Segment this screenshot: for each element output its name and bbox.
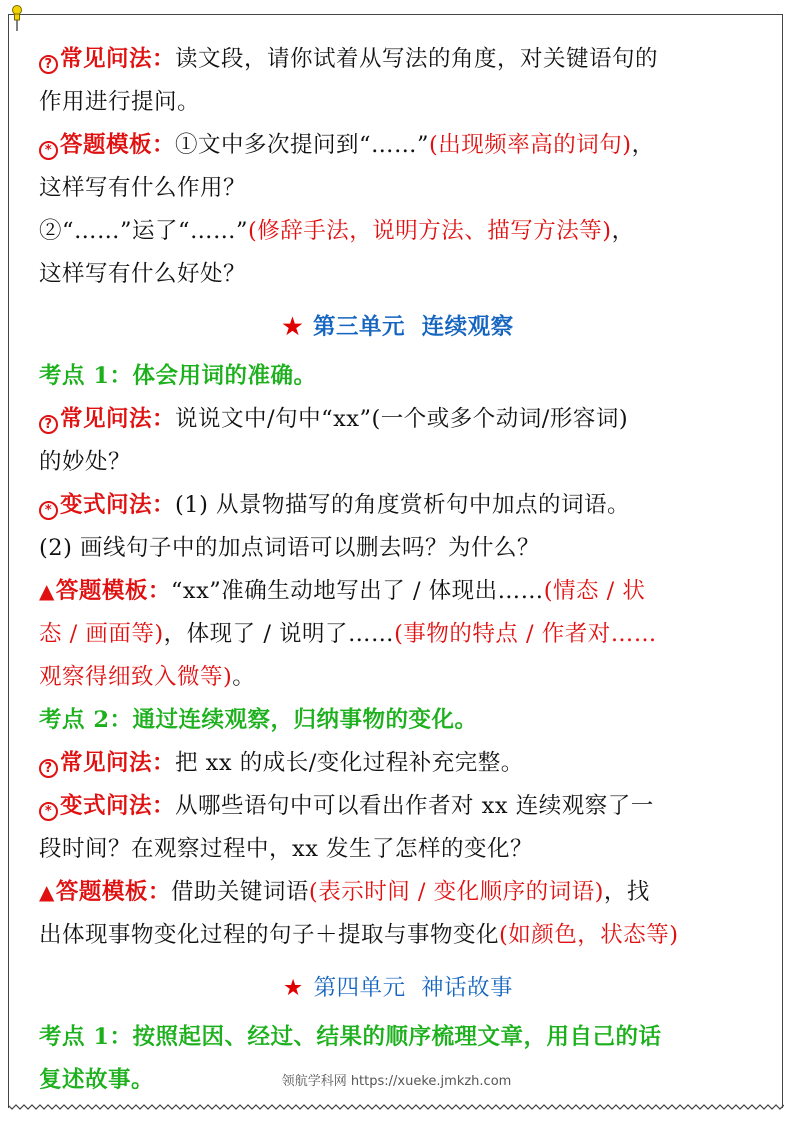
bottom-border [8,1102,784,1112]
common-question-text: 说说文中/句中“xx”(一个或多个动词/形容词) [175,406,629,432]
template-text: 出体现事物变化过程的句子＋提取与事物变化 [39,922,500,948]
asterisk-circle-icon: * [39,802,58,821]
template-text-2-cont: 这样写有什么好处？ [39,261,247,287]
common-question-line [39,38,757,81]
unit3-kp2-question [39,742,757,785]
triangle-icon: ▲ [39,880,55,904]
unit3-title: 第三单元 连续观察 [313,314,514,340]
punctuation: ， [631,132,655,158]
template-hint: (如颜色，状态等) [499,922,679,948]
template-hint: 观察得细致入微等) [39,664,233,690]
template-text: ①文中多次提问到“……” [175,132,430,158]
common-question-text: 读文段，请你试着从写法的角度，对关键语句的 [175,46,659,72]
template-label: 答题模板： [55,879,171,905]
variant-question-text: 从哪些语句中可以看出作者对 xx 连续观察了一 [175,793,654,819]
document-content [39,38,757,1102]
template-text-cont: 这样写有什么作用？ [39,175,247,201]
asterisk-circle-icon: * [39,141,58,160]
template-line-2 [39,210,757,253]
unit3-heading [39,306,757,349]
unit3-kp1-template-2 [39,613,757,656]
unit3-kp1-template [39,570,757,613]
pushpin-icon [9,4,25,32]
unit4-title: 第四单元 神话故事 [313,975,513,1001]
template-hint: (情态 / 状 [543,578,646,604]
question-circle-icon: ? [39,55,58,74]
unit3-kp2-template-2 [39,914,757,957]
template-label: 答题模板： [60,132,176,158]
variant-question-label: 变式问法： [60,793,176,819]
variant-question-text-cont: 段时间？在观察过程中，xx 发生了怎样的变化？ [39,836,534,862]
common-question-label: 常见问法： [60,750,176,776]
unit3-kp1-question [39,398,757,441]
template-line [39,124,757,167]
variant-question-text-2: (2) 画线句子中的加点词语可以删去吗？为什么？ [39,535,541,561]
question-circle-icon: ? [39,759,58,778]
common-question-text: 把 xx 的成长/变化过程补充完整。 [175,750,524,776]
variant-question-label: 变式问法： [60,492,176,518]
template-text-2: ②“……”运了“……” [39,218,249,244]
common-question-label: 常见问法： [60,406,176,432]
template-text: 借助关键词语 [170,879,309,905]
template-hint-2: (修辞手法，说明方法、描写方法等) [248,218,612,244]
unit3-kp1-template-3 [39,656,757,699]
unit3-kp2-template [39,871,757,914]
unit3-kp2-title: 考点 2：通过连续观察，归纳事物的变化。 [39,707,478,733]
triangle-icon: ▲ [39,579,55,603]
unit4-heading [39,967,757,1010]
template-hint: (事物的特点 / 作者对…… [394,621,657,647]
footer-watermark: 领航学科网 https://xueke.jmkzh.com [281,1074,512,1089]
variant-question-text: (1) 从景物描写的角度赏析句中加点的词语。 [175,492,631,518]
asterisk-circle-icon: * [39,501,58,520]
unit3-kp1-variant [39,484,757,527]
unit4-kp1-title: 考点 1：按照起因、经过、结果的顺序梳理文章，用自己的话 [39,1024,662,1050]
star-icon: ★ [283,975,304,1001]
common-question-label: 常见问法： [60,46,176,72]
question-circle-icon: ? [39,415,58,434]
punctuation: ， [611,218,635,244]
template-hint: (表示时间 / 变化顺序的词语) [308,879,604,905]
common-question-text-cont: 作用进行提问。 [39,89,201,115]
template-text: ，体现了 / 说明了…… [163,621,395,647]
template-label: 答题模板： [55,578,171,604]
template-hint: 态 / 画面等) [39,621,164,647]
template-text: “xx”准确生动地写出了 / 体现出…… [170,578,544,604]
unit3-kp1-title: 考点 1：体会用词的准确。 [39,363,317,389]
template-hint: (出现频率高的词句) [429,132,632,158]
common-question-text-cont: 的妙处？ [39,449,132,475]
star-icon: ★ [282,314,303,340]
unit3-kp2-variant [39,785,757,828]
template-text: ，找 [603,879,650,905]
unit4-kp1-title-cont: 复述故事。 [39,1067,155,1093]
punctuation: 。 [232,664,256,690]
